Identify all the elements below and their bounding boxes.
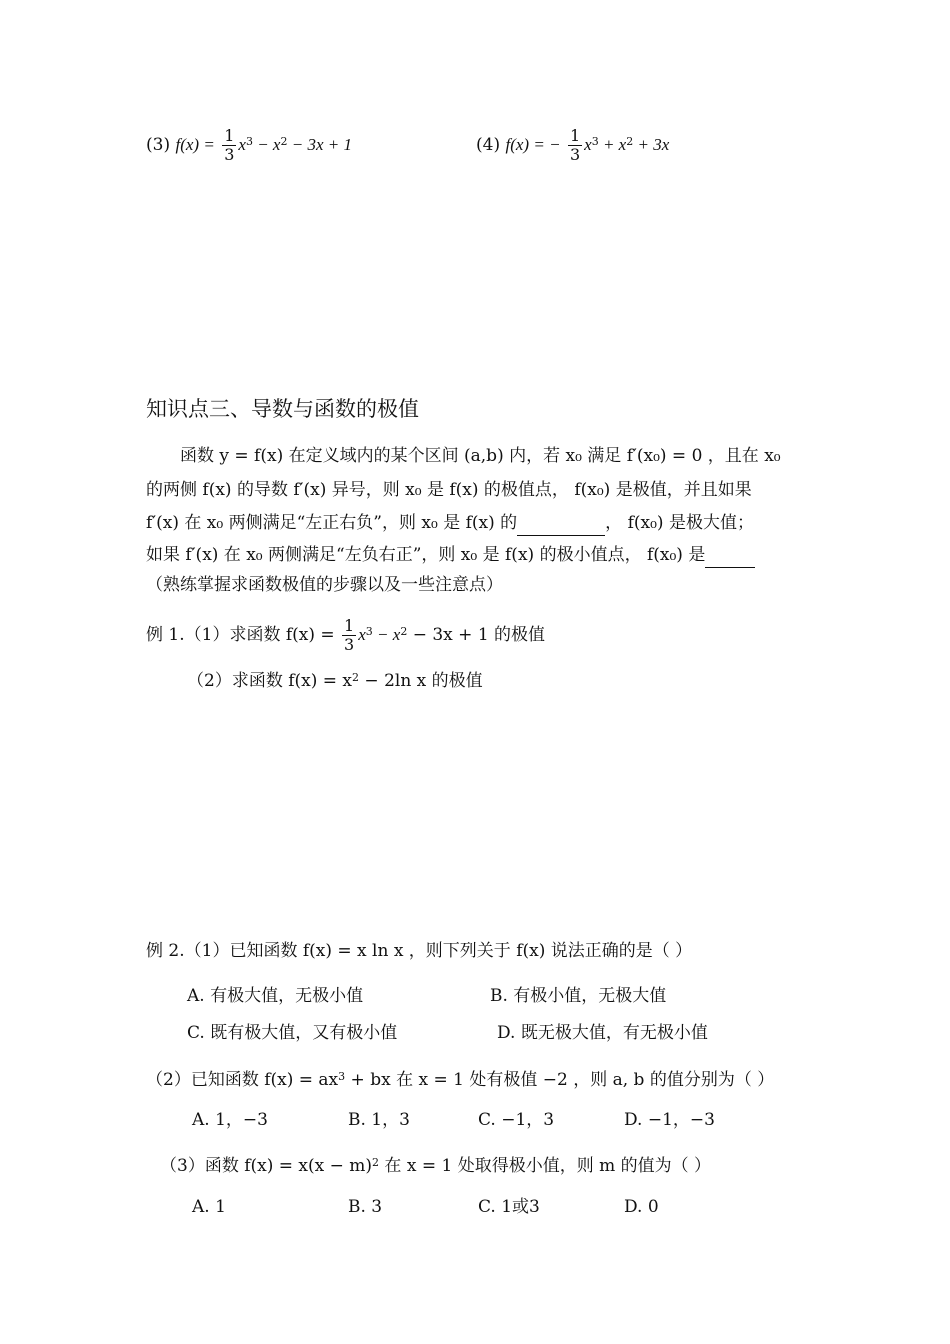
paragraph-text: f′(x) 在 x₀ 两侧满足“左正右负”，则 x₀ 是 f(x) 的 bbox=[146, 513, 518, 533]
exponent: 2 bbox=[372, 1156, 380, 1169]
exponent: 2 bbox=[400, 625, 408, 638]
option-a[interactable]: A. 有极大值，无极小值 bbox=[187, 986, 364, 1006]
question-text: − 2ln x 的极值 bbox=[359, 671, 483, 691]
example-1-question-1 bbox=[146, 617, 545, 654]
section-title: 知识点三、导数与函数的极值 bbox=[146, 397, 419, 421]
q2-option-b[interactable]: B. 1，3 bbox=[348, 1110, 410, 1130]
q3-option-b[interactable]: B. 3 bbox=[348, 1197, 383, 1217]
option-b[interactable]: B. 有极小值，无极大值 bbox=[490, 986, 667, 1006]
answer-blank[interactable] bbox=[517, 517, 605, 536]
math-text: − x bbox=[252, 135, 281, 154]
paragraph-line-3 bbox=[146, 510, 754, 536]
question-text: 在 x = 1 处取得极小值，则 m 的值为（ ） bbox=[379, 1156, 712, 1176]
example-2-question-1: 例 2.（1）已知函数 f(x) = x ln x ，则下列关于 f(x) 说法正确的是（ ） bbox=[146, 941, 693, 961]
q2-option-d[interactable]: D. −1，−3 bbox=[624, 1110, 715, 1130]
question-text: （3）函数 f(x) = x(x − m) bbox=[160, 1156, 373, 1176]
example-2-question-3 bbox=[160, 1152, 711, 1177]
paragraph-line-4 bbox=[146, 542, 755, 568]
fraction-numerator: 1 bbox=[344, 616, 355, 635]
problem-label: (3) bbox=[146, 135, 171, 155]
math-text: x bbox=[358, 625, 366, 644]
paragraph-line-5: （熟练掌握求函数极值的步骤以及一些注意点） bbox=[146, 575, 503, 595]
example-2-question-2 bbox=[146, 1066, 774, 1091]
exponent: 3 bbox=[245, 135, 253, 148]
q3-option-d[interactable]: D. 0 bbox=[624, 1197, 659, 1217]
problem-label: (4) bbox=[476, 135, 501, 155]
q3-option-c[interactable]: C. 1或3 bbox=[478, 1197, 540, 1217]
fraction bbox=[222, 127, 236, 164]
exponent: 3 bbox=[338, 1070, 346, 1083]
fraction-numerator: 1 bbox=[224, 126, 235, 145]
example-1-question-2 bbox=[187, 667, 483, 692]
math-text: + 3x bbox=[633, 135, 670, 154]
paragraph-line-2: 的两侧 f(x) 的导数 f′(x) 异号，则 x₀ 是 f(x) 的极值点， f(x₀) 是极值，并且如果 bbox=[146, 480, 752, 500]
problem-3 bbox=[146, 127, 352, 164]
math-text: − 3x + 1 bbox=[287, 135, 352, 154]
question-text: 例 1.（1）求函数 f(x) = bbox=[146, 625, 335, 645]
q2-option-a[interactable]: A. 1，−3 bbox=[192, 1110, 268, 1130]
q3-option-a[interactable]: A. 1 bbox=[192, 1197, 226, 1217]
exponent: 2 bbox=[280, 135, 288, 148]
question-text: （2）已知函数 f(x) = ax bbox=[146, 1070, 339, 1090]
fraction-denominator: 3 bbox=[569, 145, 581, 164]
question-text: + bx 在 x = 1 处有极值 −2 ，则 a, b 的值分别为（ ） bbox=[345, 1070, 775, 1090]
paragraph-text: ， f(x₀) 是极大值； bbox=[605, 513, 754, 533]
exponent: 3 bbox=[591, 135, 599, 148]
q2-option-c[interactable]: C. −1，3 bbox=[478, 1110, 555, 1130]
option-c[interactable]: C. 既有极大值，又有极小值 bbox=[187, 1023, 398, 1043]
exponent: 2 bbox=[352, 671, 360, 684]
math-text: x bbox=[584, 135, 592, 154]
paragraph-text: 如果 f′(x) 在 x₀ 两侧满足“左负右正”，则 x₀ 是 f(x) 的极小值点， f(x₀) 是 bbox=[146, 545, 706, 565]
math-text: f(x) = bbox=[175, 135, 215, 154]
math-text: x bbox=[238, 135, 246, 154]
fraction-denominator: 3 bbox=[224, 145, 235, 164]
math-text: − x bbox=[372, 625, 401, 644]
question-text: （2）求函数 f(x) = x bbox=[187, 671, 353, 691]
paragraph-line-1: 函数 y = f(x) 在定义域内的某个区间 (a,b) 内，若 x₀ 满足 f′(x₀) = 0 ，且在 x₀ bbox=[180, 446, 781, 466]
fraction-numerator: 1 bbox=[569, 126, 581, 145]
exponent: 3 bbox=[365, 625, 373, 638]
fraction-denominator: 3 bbox=[344, 635, 355, 654]
math-text: + x bbox=[598, 135, 627, 154]
math-text: f(x) = − bbox=[505, 135, 561, 154]
exponent: 2 bbox=[626, 135, 634, 148]
question-text: − 3x + 1 的极值 bbox=[407, 625, 546, 645]
fraction bbox=[568, 127, 582, 164]
problem-4 bbox=[476, 127, 669, 164]
fraction bbox=[342, 617, 356, 654]
option-d[interactable]: D. 既无极大值，有无极小值 bbox=[497, 1023, 708, 1043]
answer-blank[interactable] bbox=[705, 549, 755, 568]
